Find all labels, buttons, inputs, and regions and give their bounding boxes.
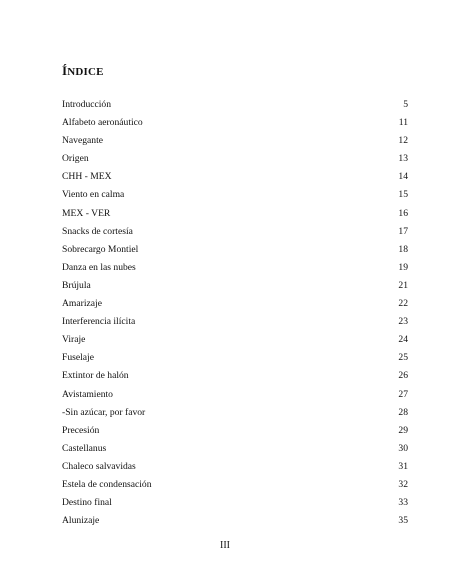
toc-title: Chaleco salvavidas — [62, 460, 136, 472]
toc-page-number: 29 — [398, 424, 408, 436]
toc-entry — [62, 404, 408, 422]
toc-entry — [62, 367, 408, 385]
page-folio: III — [220, 540, 230, 551]
toc-title: Origen — [62, 153, 89, 165]
toc-page-number: 5 — [403, 99, 408, 110]
toc-entry — [62, 512, 408, 530]
toc-page-number: 35 — [398, 515, 408, 527]
toc-title: Alfabeto aeronáutico — [62, 117, 143, 129]
toc-entry — [62, 349, 408, 367]
toc-page-number: 26 — [398, 370, 408, 382]
toc-title: Fuselaje — [62, 352, 94, 364]
toc-page-number: 12 — [398, 135, 408, 147]
toc-title: MEX - VER — [62, 207, 111, 219]
toc-entry — [62, 168, 408, 186]
toc-entry — [62, 205, 408, 223]
toc-title: Sobrecargo Montiel — [62, 243, 139, 255]
toc-title: Navegante — [62, 135, 104, 147]
toc-entry — [62, 114, 408, 132]
toc-page-number: 15 — [398, 189, 408, 201]
toc-title: Viraje — [62, 334, 86, 346]
toc-entry — [62, 331, 408, 349]
toc-page-number: 19 — [398, 261, 408, 273]
title-initial: Í — [62, 63, 68, 78]
toc-page-number: 16 — [398, 207, 408, 219]
toc-title: Viento en calma — [62, 189, 125, 201]
toc-page-number: 28 — [398, 406, 408, 418]
toc-title: Amarizaje — [62, 298, 102, 310]
toc-entry — [62, 277, 408, 295]
toc-page-number: 13 — [398, 153, 408, 165]
toc-title: -Sin azúcar, por favor — [62, 406, 146, 418]
toc-title: Destino final — [62, 497, 112, 509]
toc-title: CHH - MEX — [62, 171, 112, 183]
toc-title: Alunizaje — [62, 515, 100, 527]
toc-entry — [62, 458, 408, 476]
toc-entry — [62, 186, 408, 204]
toc-page-number: 22 — [398, 298, 408, 310]
toc-page-number: 24 — [398, 334, 408, 346]
toc-entry — [62, 132, 408, 150]
page-title — [62, 63, 104, 79]
toc-entry — [62, 422, 408, 440]
toc-page-number: 27 — [398, 388, 408, 400]
toc-title: Avistamiento — [62, 388, 113, 400]
toc-page-number: 30 — [398, 442, 408, 454]
toc-title: Danza en las nubes — [62, 261, 136, 273]
toc-entry — [62, 494, 408, 512]
toc-title: Castellanus — [62, 442, 107, 454]
toc-title: Estela de condensación — [62, 478, 152, 490]
toc-entry — [62, 259, 408, 277]
toc-entry — [62, 96, 408, 114]
toc-entry — [62, 150, 408, 168]
toc-page-number: 17 — [398, 225, 408, 237]
toc-title: Extintor de halón — [62, 370, 129, 382]
toc-page-number: 33 — [398, 497, 408, 509]
toc-entry — [62, 313, 408, 331]
toc-page-number: 25 — [398, 352, 408, 364]
toc-page-number: 31 — [398, 460, 408, 472]
toc-page-number: 32 — [398, 478, 408, 490]
toc-entry — [62, 440, 408, 458]
table-of-contents — [62, 96, 408, 530]
toc-title: Brújula — [62, 279, 91, 291]
toc-page-number: 18 — [398, 243, 408, 255]
toc-title: Interferencia ilícita — [62, 316, 136, 328]
title-rest: NDICE — [67, 66, 104, 78]
toc-page-number: 14 — [398, 171, 408, 183]
toc-entry — [62, 223, 408, 241]
toc-entry — [62, 295, 408, 313]
toc-page-number: 23 — [398, 316, 408, 328]
toc-title: Snacks de cortesía — [62, 225, 133, 237]
toc-entry — [62, 476, 408, 494]
toc-entry — [62, 241, 408, 259]
toc-page-number: 11 — [398, 117, 408, 129]
toc-title: Introducción — [62, 99, 112, 110]
toc-page-number: 21 — [398, 279, 408, 291]
toc-entry — [62, 386, 408, 404]
toc-title: Precesión — [62, 424, 100, 436]
